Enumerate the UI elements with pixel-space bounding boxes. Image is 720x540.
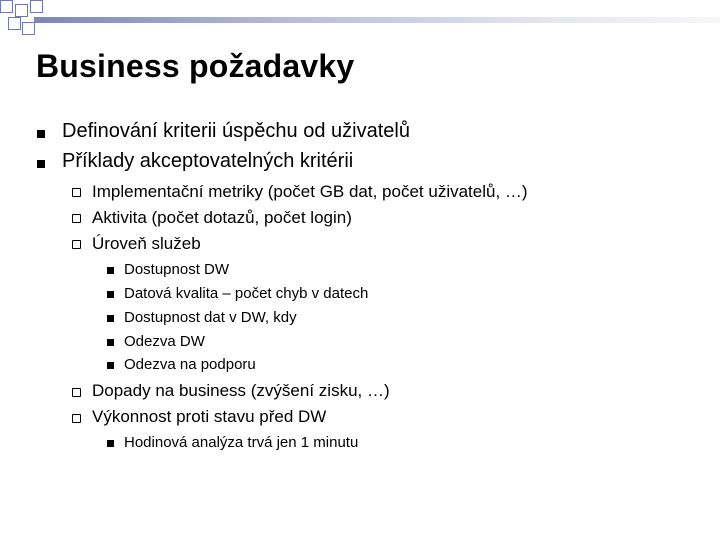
square-bullet-icon [107,440,114,447]
decor-square [8,17,21,30]
bullet-text: Datová kvalita – počet chyb v datech [124,285,369,302]
square-bullet-icon [107,339,114,346]
bullet-text: Odezva na podporu [124,356,256,373]
bullet-text: Implementační metriky (počet GB dat, počet uživatelů, …) [92,182,528,201]
square-bullet-icon [107,315,114,322]
decor-square [0,0,13,13]
header-decoration [0,0,720,40]
bullet-text: Aktivita (počet dotazů, počet login) [92,208,352,227]
square-bullet-icon [107,291,114,298]
square-bullet-icon [107,362,114,369]
hollow-square-bullet-icon [72,214,81,223]
bullet-text: Odezva DW [124,333,205,350]
hollow-square-bullet-icon [72,240,81,249]
decor-square [15,4,28,17]
bullet-text: Dopady na business (zvýšení zisku, …) [92,381,390,400]
bullet-text: Definování kriterii úspěchu od uživatelů [62,120,410,142]
bullet-text: Hodinová analýza trvá jen 1 minutu [124,434,359,451]
bullet-text: Výkonnost proti stavu před DW [92,407,327,426]
square-bullet-icon [37,160,45,168]
square-bullet-icon [37,130,45,138]
bullet-text: Dostupnost DW [124,261,230,278]
slide-title: Business požadavky [36,48,355,84]
square-bullet-icon [107,267,114,274]
hollow-square-bullet-icon [72,414,81,423]
bullet-text: Úroveň služeb [92,234,201,253]
hollow-square-bullet-icon [72,388,81,397]
decor-square [30,0,43,13]
hollow-square-bullet-icon [72,188,81,197]
decor-square [22,22,35,35]
bullet-text: Příklady akceptovatelných kritérii [62,150,354,172]
header-gradient-bar [34,17,720,23]
bullet-text: Dostupnost dat v DW, kdy [124,309,297,326]
